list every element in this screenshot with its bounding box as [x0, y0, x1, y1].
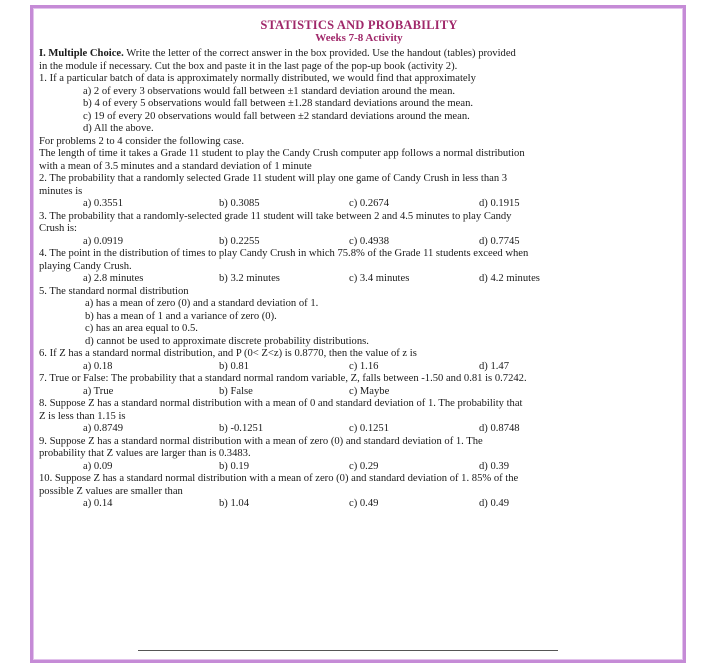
q2-choice-b: b) 0.3085	[219, 198, 260, 209]
q9-stem-2: probability that Z values are larger than is 0.3483.	[39, 448, 251, 459]
q2-choice-a: a) 0.3551	[83, 198, 124, 209]
q8-choice-b: b) -0.1251	[219, 423, 264, 434]
q5-stem: 5. The standard normal distribution	[39, 285, 189, 297]
q5-choice-b: b) has a mean of 1 and a variance of zero (0).	[85, 310, 277, 322]
q4-stem-1: 4. The point in the distribution of times to play Candy Crush in which 75.8% of the Grade 11 students exceed when	[39, 248, 529, 259]
q7-choice-a: a) True	[83, 385, 114, 397]
q3-stem-1: 3. The probability that a randomly-selected grade 11 student will take between 2 and 4.5 minutes to play Candy	[39, 210, 512, 222]
q7-choice-b: b) False	[219, 385, 253, 397]
q2-choices	[39, 198, 679, 211]
q8-stem-2: Z is less than 1.15 is	[39, 410, 126, 422]
q10-choice-c: c) 0.49	[349, 498, 379, 509]
q4-choice-d: d) 4.2 minutes	[479, 273, 540, 284]
q8-stem-1: 8. Suppose Z has a standard normal distribution with a mean of 0 and standard deviation of 1. The probability that	[39, 398, 523, 409]
case-line-2: with a mean of 3.5 minutes and a standard deviation of 1 minute	[39, 160, 312, 172]
q10-choice-b: b) 1.04	[219, 498, 250, 509]
instructions-heading: I. Multiple Choice.	[39, 48, 124, 59]
q1-choice-b: b) 4 of every 5 observations would fall between ±1.28 standard deviations around the mean.	[83, 98, 474, 109]
q10-stem-1: 10. Suppose Z has a standard normal distribution with a mean of zero (0) and standard deviation of 1. 85% of the	[39, 473, 519, 484]
instructions-text-1: Write the letter of the correct answer in the box provided. Use the handout (tables) provided	[123, 48, 516, 59]
q6-choice-a: a) 0.18	[83, 360, 113, 372]
q9-choices	[39, 461, 679, 474]
q3-choices	[39, 236, 679, 249]
q9-choice-d: d) 0.39	[479, 460, 510, 472]
q8-choices	[39, 423, 679, 436]
q2-choice-d: d) 0.1915	[479, 198, 520, 209]
q6-stem: 6. If Z has a standard normal distribution, and P (0< Z<z) is 0.8770, then the value of z is	[39, 348, 417, 359]
q6-choice-d: d) 1.47	[479, 360, 510, 372]
worksheet-border	[30, 5, 686, 663]
q10-choice-d: d) 0.49	[479, 498, 510, 509]
q5-choice-a: a) has a mean of zero (0) and a standard deviation of 1.	[85, 298, 319, 309]
q6-choice-c: c) 1.16	[349, 360, 379, 372]
q10-choices	[39, 498, 679, 511]
q9-choice-a: a) 0.09	[83, 460, 113, 472]
q3-choice-a: a) 0.0919	[83, 235, 124, 247]
q3-stem-2: Crush is:	[39, 223, 77, 234]
case-line-1: The length of time it takes a Grade 11 student to play the Candy Crush computer app follows a normal distribution	[39, 148, 525, 159]
case-intro: For problems 2 to 4 consider the following case.	[39, 135, 245, 147]
q6-choices	[39, 361, 679, 374]
q6-choice-b: b) 0.81	[219, 360, 250, 372]
q2-stem-1: 2. The probability that a randomly selected Grade 11 student will play one game of Candy Crush in less than 3	[39, 173, 508, 184]
q1-choice-d: d) All the above.	[83, 123, 154, 134]
q8-choice-c: c) 0.1251	[349, 423, 390, 434]
q3-choice-d: d) 0.7745	[479, 235, 520, 247]
q2-choice-c: c) 0.2674	[349, 198, 390, 209]
q3-choice-b: b) 0.2255	[219, 235, 260, 247]
q4-choice-a: a) 2.8 minutes	[83, 273, 144, 284]
q1-stem: 1. If a particular batch of data is approximately normally distributed, we would find that approximately	[39, 73, 476, 84]
q9-stem-1: 9. Suppose Z has a standard normal distribution with a mean of zero (0) and standard deviation of 1. The	[39, 435, 483, 447]
q1-choice-c: c) 19 of every 20 observations would fall between ±2 standard deviations around the mean.	[83, 110, 470, 122]
q8-choice-a: a) 0.8749	[83, 423, 124, 434]
q5-choice-d: d) cannot be used to approximate discrete probability distributions.	[85, 335, 369, 347]
bottom-rule	[138, 650, 558, 651]
page-title: STATISTICS AND PROBABILITY	[260, 18, 458, 32]
q4-choice-c: c) 3.4 minutes	[349, 273, 410, 284]
instructions-line-1	[39, 48, 679, 61]
q4-choice-b: b) 3.2 minutes	[219, 273, 280, 284]
worksheet-content	[39, 18, 679, 511]
q8-choice-d: d) 0.8748	[479, 423, 520, 434]
q1-choice-a: a) 2 of every 3 observations would fall between ±1 standard deviation around the mean.	[83, 85, 456, 97]
q7-choice-c: c) Maybe	[349, 385, 390, 397]
q3-choice-c: c) 0.4938	[349, 235, 390, 247]
q7-stem: 7. True or False: The probability that a standard normal random variable, Z, falls between -1.50 and 0.81 is 0.7242.	[39, 373, 527, 384]
q2-stem-2: minutes is	[39, 185, 83, 197]
q9-choice-c: c) 0.29	[349, 460, 379, 472]
q10-stem-2: possible Z values are smaller than	[39, 485, 183, 497]
q4-choices	[39, 273, 679, 286]
instructions-line-2: in the module if necessary. Cut the box and paste it in the last page of the pop-up book (activity 2).	[39, 60, 458, 72]
q4-stem-2: playing Candy Crush.	[39, 260, 132, 272]
q9-choice-b: b) 0.19	[219, 460, 250, 472]
q5-choice-c: c) has an area equal to 0.5.	[85, 323, 198, 334]
q10-choice-a: a) 0.14	[83, 498, 113, 509]
q7-choices	[39, 386, 679, 399]
page-subtitle: Weeks 7-8 Activity	[315, 32, 403, 44]
